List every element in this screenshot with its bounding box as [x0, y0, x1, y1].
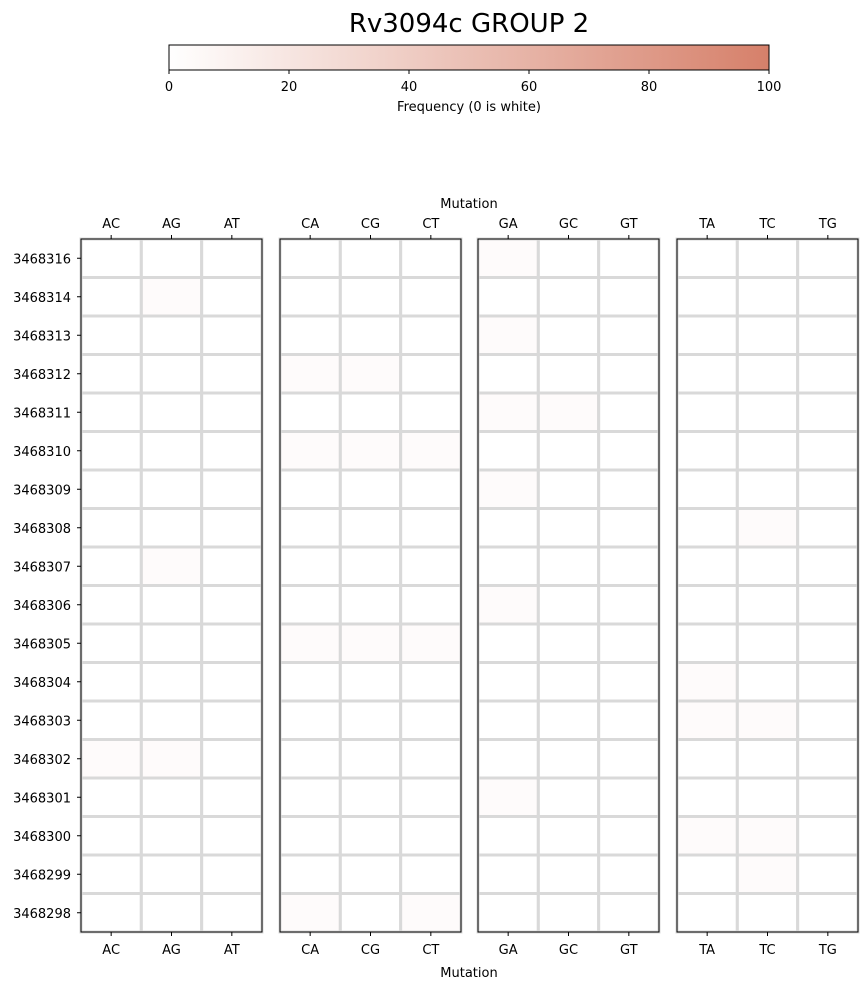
heatmap-cell: [340, 817, 400, 856]
heatmap-cell: [141, 316, 201, 355]
heatmap-cell: [478, 778, 538, 817]
heatmap-cell: [280, 701, 340, 740]
heatmap-cell: [401, 393, 461, 432]
y-tick-label: 3468310: [13, 444, 71, 460]
heatmap-cell: [202, 740, 262, 779]
x-tick-label-top: CG: [360, 217, 381, 232]
heatmap-cell: [141, 855, 201, 894]
heatmap-cell: [677, 239, 737, 278]
heatmap-cell: [280, 239, 340, 278]
heatmap-cell: [81, 239, 141, 278]
heatmap-cell: [401, 855, 461, 894]
heatmap-cell: [798, 663, 858, 702]
heatmap-cell: [401, 278, 461, 317]
heatmap-cell: [478, 740, 538, 779]
heatmap-cell: [677, 509, 737, 548]
heatmap-cell: [599, 624, 659, 663]
heatmap-cell: [538, 701, 598, 740]
heatmap-cell: [141, 278, 201, 317]
heatmap-cell: [141, 894, 201, 933]
heatmap-cell: [202, 701, 262, 740]
heatmap-cell: [340, 701, 400, 740]
heatmap-cell: [401, 432, 461, 471]
heatmap-cell: [599, 316, 659, 355]
heatmap-cell: [478, 278, 538, 317]
x-axis-label-top: Mutation: [440, 197, 498, 212]
heatmap-cell: [280, 393, 340, 432]
heatmap-cell: [340, 586, 400, 625]
heatmap-cell: [677, 894, 737, 933]
heatmap-cell: [280, 663, 340, 702]
heatmap-cell: [677, 547, 737, 586]
heatmap-cell: [280, 316, 340, 355]
heatmap-cell: [401, 817, 461, 856]
heatmap-cell: [737, 624, 797, 663]
heatmap-cell: [340, 624, 400, 663]
heatmap-cell: [737, 586, 797, 625]
heatmap-cell: [202, 239, 262, 278]
heatmap-cell: [798, 509, 858, 548]
heatmap-cell: [737, 470, 797, 509]
heatmap-cell: [401, 316, 461, 355]
heatmap-cell: [141, 509, 201, 548]
heatmap-cell: [478, 470, 538, 509]
heatmap-cell: [478, 855, 538, 894]
heatmap-cell: [538, 817, 598, 856]
heatmap-cell: [538, 894, 598, 933]
heatmap-cell: [401, 547, 461, 586]
heatmap-cell: [538, 393, 598, 432]
heatmap-cell: [737, 278, 797, 317]
heatmap-cell: [798, 393, 858, 432]
x-tick-label-top: AT: [223, 217, 240, 232]
heatmap-cell: [202, 432, 262, 471]
y-tick-label: 3468314: [13, 290, 71, 306]
heatmap-cell: [401, 509, 461, 548]
heatmap-cell: [798, 701, 858, 740]
heatmap-cell: [280, 624, 340, 663]
heatmap-cell: [202, 509, 262, 548]
heatmap-cell: [202, 817, 262, 856]
heatmap-cell: [798, 624, 858, 663]
heatmap-cell: [599, 355, 659, 394]
heatmap-cell: [538, 547, 598, 586]
y-tick-label: 3468298: [13, 906, 71, 922]
colorbar-tick-label: 40: [400, 80, 418, 95]
heatmap-cell: [81, 778, 141, 817]
heatmap-cell: [599, 470, 659, 509]
heatmap-cell: [737, 355, 797, 394]
heatmap-cell: [737, 547, 797, 586]
heatmap-cell: [737, 663, 797, 702]
heatmap-cell: [280, 586, 340, 625]
colorbar-ticks: [165, 70, 782, 95]
heatmap-cell: [737, 509, 797, 548]
heatmap-cell: [478, 663, 538, 702]
heatmap-cell: [81, 355, 141, 394]
y-tick-label: 3468301: [13, 791, 71, 807]
y-tick-label: 3468302: [13, 752, 71, 768]
heatmap-cell: [538, 432, 598, 471]
heatmap-cell: [538, 278, 598, 317]
heatmap-panel: [280, 217, 461, 958]
heatmap-cell: [677, 624, 737, 663]
heatmap-cell: [340, 778, 400, 817]
heatmap-cell: [81, 586, 141, 625]
heatmap-cell: [141, 740, 201, 779]
heatmap-cell: [798, 778, 858, 817]
x-tick-label-bottom: CT: [422, 943, 440, 958]
heatmap-cell: [202, 393, 262, 432]
heatmap-cell: [677, 470, 737, 509]
heatmap-cell: [81, 624, 141, 663]
heatmap-cell: [141, 355, 201, 394]
heatmap-cell: [280, 894, 340, 933]
heatmap-cell: [401, 586, 461, 625]
heatmap-cell: [280, 470, 340, 509]
heatmap-cell: [340, 355, 400, 394]
heatmap-cell: [141, 470, 201, 509]
x-tick-label-bottom: GA: [498, 943, 518, 958]
heatmap-cell: [677, 355, 737, 394]
heatmap-cell: [538, 316, 598, 355]
heatmap-cell: [478, 624, 538, 663]
heatmap-cell: [599, 894, 659, 933]
x-tick-label-bottom: GC: [558, 943, 579, 958]
heatmap-cell: [81, 432, 141, 471]
heatmap-cell: [677, 432, 737, 471]
x-tick-label-bottom: TG: [818, 943, 837, 958]
heatmap-cell: [202, 624, 262, 663]
heatmap-cell: [202, 278, 262, 317]
heatmap-cell: [478, 432, 538, 471]
y-tick-label: 3468303: [13, 714, 71, 730]
heatmap-cell: [81, 663, 141, 702]
x-tick-label-bottom: CA: [301, 943, 320, 958]
y-tick-label: 3468316: [13, 252, 71, 268]
heatmap-cell: [202, 855, 262, 894]
heatmap-cell: [141, 778, 201, 817]
y-tick-label: 3468312: [13, 367, 71, 383]
x-tick-label-top: CT: [422, 217, 440, 232]
heatmap-cell: [202, 663, 262, 702]
heatmap-cell: [81, 470, 141, 509]
heatmap-cell: [798, 470, 858, 509]
colorbar-tick-label: 20: [280, 80, 298, 95]
heatmap-cell: [340, 316, 400, 355]
heatmap-cell: [340, 278, 400, 317]
heatmap-cell: [599, 393, 659, 432]
x-tick-label-top: GC: [558, 217, 579, 232]
heatmap-cell: [280, 432, 340, 471]
x-tick-label-top: TA: [699, 217, 716, 232]
heatmap-cell: [202, 470, 262, 509]
heatmap-cell: [141, 701, 201, 740]
x-axis-label-bottom: Mutation: [440, 966, 498, 981]
heatmap-cell: [798, 547, 858, 586]
heatmap-cell: [340, 239, 400, 278]
heatmap-cell: [340, 432, 400, 471]
heatmap-cell: [677, 393, 737, 432]
heatmap-cell: [599, 547, 659, 586]
heatmap-cell: [538, 855, 598, 894]
heatmap-cell: [280, 855, 340, 894]
heatmap-cell: [202, 547, 262, 586]
heatmap-cell: [599, 278, 659, 317]
heatmap-cell: [81, 547, 141, 586]
heatmap-cell: [599, 701, 659, 740]
heatmap-cell: [538, 624, 598, 663]
heatmap-cell: [478, 894, 538, 933]
heatmap-cell: [737, 894, 797, 933]
heatmap-cell: [737, 855, 797, 894]
heatmap-cell: [202, 778, 262, 817]
heatmap-cell: [798, 586, 858, 625]
heatmap-cell: [340, 470, 400, 509]
heatmap-cell: [478, 817, 538, 856]
colorbar-tick-label: 0: [164, 80, 174, 95]
heatmap-cell: [401, 740, 461, 779]
heatmap-cell: [478, 355, 538, 394]
heatmap-cell: [737, 740, 797, 779]
heatmap-cell: [677, 316, 737, 355]
heatmap-cell: [798, 432, 858, 471]
row-labels: [13, 252, 81, 922]
x-tick-label-top: GT: [620, 217, 638, 232]
x-tick-label-bottom: CG: [360, 943, 381, 958]
heatmap-panel: [677, 217, 858, 958]
heatmap-cell: [599, 432, 659, 471]
heatmap-cell: [141, 817, 201, 856]
heatmap-cell: [340, 393, 400, 432]
heatmap-cell: [599, 509, 659, 548]
y-tick-label: 3468305: [13, 637, 71, 653]
heatmap-cell: [280, 355, 340, 394]
heatmap-cell: [737, 701, 797, 740]
y-tick-label: 3468300: [13, 829, 71, 845]
x-tick-label-top: TC: [759, 217, 776, 232]
heatmap-cell: [677, 278, 737, 317]
heatmap-cell: [677, 855, 737, 894]
y-tick-label: 3468304: [13, 675, 71, 691]
x-tick-label-top: TG: [818, 217, 837, 232]
heatmap-cell: [737, 817, 797, 856]
heatmap-cell: [478, 547, 538, 586]
heatmap-cell: [478, 701, 538, 740]
heatmap-cell: [280, 547, 340, 586]
heatmap-cell: [737, 432, 797, 471]
x-tick-label-bottom: TA: [699, 943, 716, 958]
heatmap-cell: [280, 817, 340, 856]
x-tick-label-bottom: TC: [759, 943, 776, 958]
heatmap-cell: [538, 509, 598, 548]
heatmap-cell: [538, 239, 598, 278]
colorbar-tick-label: 80: [640, 80, 658, 95]
colorbar: [169, 45, 769, 70]
chart-title: Rv3094c GROUP 2: [348, 9, 590, 39]
heatmap-panel: [478, 217, 659, 958]
heatmap-cell: [81, 393, 141, 432]
heatmap-cell: [141, 393, 201, 432]
heatmap-cell: [798, 316, 858, 355]
x-tick-label-top: CA: [301, 217, 320, 232]
heatmap-cell: [81, 509, 141, 548]
heatmap-cell: [798, 894, 858, 933]
heatmap-cell: [798, 817, 858, 856]
heatmap-cell: [538, 355, 598, 394]
heatmap-cell: [798, 355, 858, 394]
x-tick-label-top: AC: [102, 217, 121, 232]
heatmap-panels: [81, 217, 858, 958]
heatmap-cell: [478, 393, 538, 432]
heatmap-cell: [538, 778, 598, 817]
heatmap-cell: [599, 586, 659, 625]
heatmap-cell: [141, 586, 201, 625]
heatmap-cell: [141, 432, 201, 471]
heatmap-cell: [81, 894, 141, 933]
heatmap-cell: [538, 663, 598, 702]
heatmap-cell: [202, 316, 262, 355]
heatmap-cell: [538, 586, 598, 625]
heatmap-cell: [599, 239, 659, 278]
heatmap-cell: [677, 701, 737, 740]
heatmap-cell: [599, 740, 659, 779]
heatmap-cell: [340, 894, 400, 933]
colorbar-tick-label: 100: [756, 80, 782, 95]
heatmap-cell: [677, 817, 737, 856]
y-tick-label: 3468313: [13, 329, 71, 345]
heatmap-cell: [340, 663, 400, 702]
heatmap-cell: [141, 547, 201, 586]
heatmap-cell: [737, 316, 797, 355]
heatmap-cell: [599, 663, 659, 702]
heatmap-cell: [478, 509, 538, 548]
y-tick-label: 3468308: [13, 521, 71, 537]
heatmap-cell: [401, 701, 461, 740]
heatmap-cell: [737, 778, 797, 817]
heatmap-cell: [798, 855, 858, 894]
heatmap-cell: [340, 740, 400, 779]
heatmap-cell: [280, 509, 340, 548]
heatmap-cell: [401, 778, 461, 817]
heatmap-cell: [202, 586, 262, 625]
heatmap-cell: [280, 778, 340, 817]
heatmap-cell: [141, 624, 201, 663]
heatmap-cell: [81, 740, 141, 779]
x-tick-label-bottom: GT: [620, 943, 638, 958]
heatmap-cell: [81, 278, 141, 317]
heatmap-cell: [478, 586, 538, 625]
heatmap-cell: [599, 855, 659, 894]
heatmap-cell: [81, 817, 141, 856]
x-tick-label-bottom: AC: [102, 943, 121, 958]
heatmap-cell: [677, 586, 737, 625]
heatmap-cell: [401, 239, 461, 278]
x-tick-label-bottom: AT: [223, 943, 240, 958]
heatmap-cell: [478, 316, 538, 355]
heatmap-cell: [599, 778, 659, 817]
heatmap-cell: [401, 663, 461, 702]
heatmap-cell: [280, 740, 340, 779]
heatmap-cell: [340, 509, 400, 548]
heatmap-cell: [737, 393, 797, 432]
heatmap-cell: [401, 894, 461, 933]
heatmap-cell: [81, 855, 141, 894]
heatmap-cell: [677, 663, 737, 702]
heatmap-cell: [401, 624, 461, 663]
y-tick-label: 3468309: [13, 483, 71, 499]
heatmap-cell: [202, 894, 262, 933]
heatmap-cell: [401, 470, 461, 509]
y-tick-label: 3468307: [13, 560, 71, 576]
colorbar-label: Frequency (0 is white): [397, 100, 541, 115]
heatmap-cell: [141, 663, 201, 702]
y-tick-label: 3468311: [13, 406, 71, 422]
y-tick-label: 3468299: [13, 868, 71, 884]
heatmap-panel: [81, 217, 262, 958]
heatmap-cell: [538, 470, 598, 509]
heatmap-cell: [141, 239, 201, 278]
y-tick-label: 3468306: [13, 598, 71, 614]
heatmap-cell: [798, 278, 858, 317]
heatmap-cell: [798, 740, 858, 779]
colorbar-tick-label: 60: [520, 80, 538, 95]
heatmap-cell: [202, 355, 262, 394]
heatmap-cell: [340, 547, 400, 586]
x-tick-label-top: AG: [162, 217, 181, 232]
heatmap-cell: [538, 740, 598, 779]
heatmap-cell: [478, 239, 538, 278]
x-tick-label-bottom: AG: [162, 943, 181, 958]
heatmap-cell: [599, 817, 659, 856]
heatmap-cell: [280, 278, 340, 317]
heatmap-cell: [798, 239, 858, 278]
heatmap-cell: [81, 701, 141, 740]
heatmap-cell: [677, 778, 737, 817]
x-tick-label-top: GA: [498, 217, 518, 232]
heatmap-cell: [81, 316, 141, 355]
heatmap-cell: [340, 855, 400, 894]
heatmap-cell: [677, 740, 737, 779]
heatmap-cell: [401, 355, 461, 394]
heatmap-cell: [737, 239, 797, 278]
